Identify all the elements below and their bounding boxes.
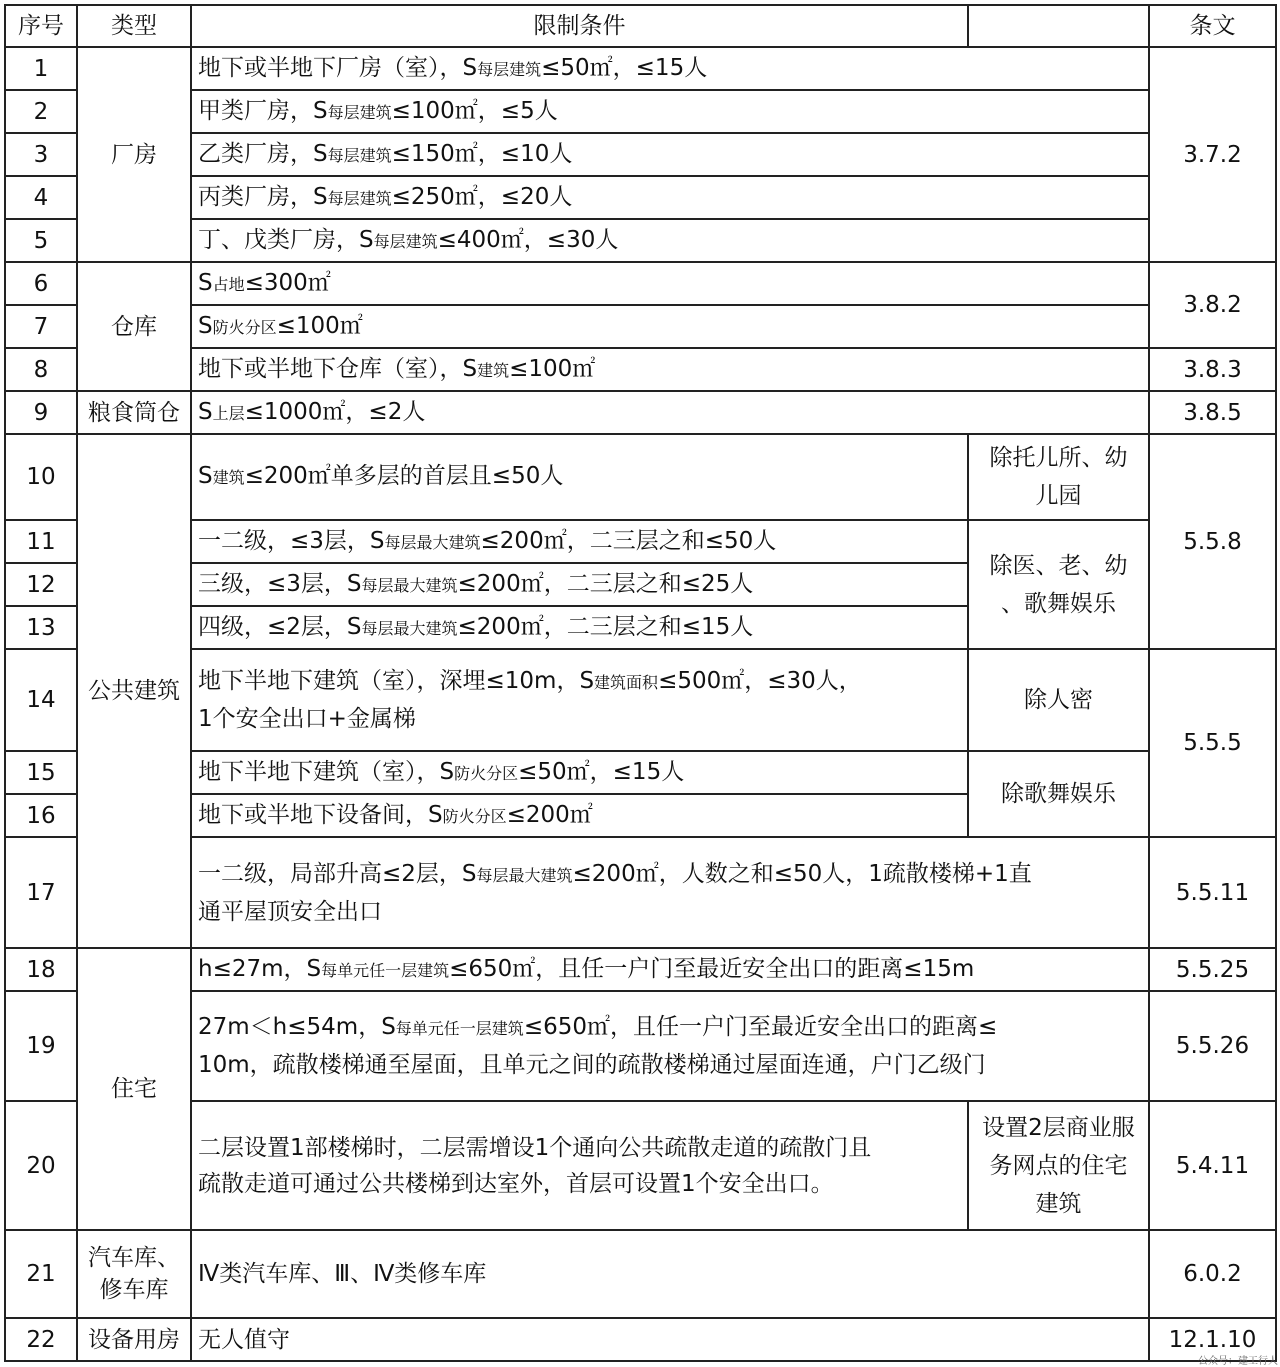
condition-text: 地下或半地下设备间，S — [198, 801, 443, 828]
exception-text: 、歌舞娱乐 — [1001, 590, 1116, 617]
condition-text: ≤300㎡ — [244, 269, 331, 296]
row-number: 9 — [5, 391, 77, 434]
table-row — [5, 348, 1276, 391]
condition-text: ≤1000㎡，≤2人 — [244, 398, 426, 425]
row-number: 3 — [5, 133, 77, 176]
condition-cell: 无人值守 — [191, 1318, 1149, 1361]
condition-subscript: 建筑 — [477, 360, 510, 380]
row-number: 4 — [5, 176, 77, 219]
exception-cell — [968, 1101, 1149, 1230]
type-cell — [77, 1230, 191, 1318]
condition-subscript: 每层建筑 — [327, 188, 392, 208]
condition-text: ≤650㎡，且任一户门至最近安全出口的距离≤15m — [449, 955, 975, 982]
condition-text: 丁、戊类厂房，S — [198, 226, 374, 253]
condition-text: S — [198, 398, 213, 425]
condition-cell — [191, 563, 968, 606]
row-number: 16 — [5, 794, 77, 837]
condition-text: 地下半地下建筑（室），深埋≤10m，S — [198, 668, 595, 694]
condition-cell — [191, 649, 968, 751]
condition-text: ≤100㎡ — [276, 312, 363, 339]
clause-cell: 5.5.26 — [1149, 991, 1276, 1101]
table-row — [5, 991, 1276, 1101]
exception-cell — [968, 434, 1149, 520]
clause-cell: 5.5.11 — [1149, 837, 1276, 948]
condition-text: 甲类厂房，S — [198, 97, 328, 124]
table-row — [5, 391, 1276, 434]
table-row — [5, 948, 1276, 991]
condition-text: S — [198, 312, 213, 339]
row-number: 14 — [5, 649, 77, 751]
row-number: 6 — [5, 262, 77, 305]
condition-text: 地下或半地下厂房（室），S — [198, 54, 478, 81]
row-number: 21 — [5, 1230, 77, 1318]
row-number: 22 — [5, 1318, 77, 1361]
condition-text: 三级，≤3层，S — [198, 570, 362, 597]
condition-text: S — [198, 269, 213, 296]
table-row — [5, 133, 1276, 176]
clause-cell: 12.1.10 — [1149, 1318, 1276, 1361]
condition-cell — [191, 391, 1149, 434]
condition-text: 10m，疏散楼梯通至屋面，且单元之间的疏散楼梯通过屋面连通，户门乙级门 — [198, 1052, 986, 1078]
type-cell: 住宅 — [77, 948, 191, 1230]
row-number: 15 — [5, 751, 77, 794]
clause-cell: 3.8.2 — [1149, 262, 1276, 348]
condition-cell — [191, 90, 1149, 133]
type-text: 修车库 — [99, 1277, 169, 1303]
fire-exit-table — [4, 4, 1277, 1362]
condition-text: 四级，≤2层，S — [198, 613, 362, 640]
row-number: 8 — [5, 348, 77, 391]
condition-text: ≤150㎡，≤10人 — [391, 140, 573, 167]
table-row — [5, 47, 1276, 90]
table-row — [5, 219, 1276, 262]
table-row — [5, 751, 1276, 794]
condition-text: ≤200㎡，人数之和≤50人，1疏散楼梯+1直 — [572, 860, 1032, 887]
exception-text: 儿园 — [1035, 483, 1082, 509]
condition-subscript: 占地 — [212, 274, 245, 294]
type-cell: 公共建筑 — [77, 434, 191, 948]
type-cell: 厂房 — [77, 47, 191, 262]
clause-cell: 5.5.5 — [1149, 649, 1276, 837]
condition-text: ≤50㎡，≤15人 — [518, 758, 685, 785]
condition-text: ≤200㎡单多层的首层且≤50人 — [244, 463, 564, 489]
row-number: 5 — [5, 219, 77, 262]
clause-cell: 5.5.25 — [1149, 948, 1276, 991]
type-cell: 设备用房 — [77, 1318, 191, 1361]
condition-cell — [191, 262, 1149, 305]
condition-text: ≤100㎡，≤5人 — [391, 97, 558, 124]
condition-subscript: 每层最大建筑 — [361, 575, 458, 595]
condition-text: 一二级，局部升高≤2层，S — [198, 860, 477, 887]
condition-text: 乙类厂房，S — [198, 140, 328, 167]
type-cell: 仓库 — [77, 262, 191, 391]
condition-subscript: 建筑面积 — [594, 673, 659, 692]
condition-cell — [191, 948, 1149, 991]
row-number: 17 — [5, 837, 77, 948]
condition-text: S — [198, 463, 213, 489]
condition-cell — [191, 47, 1149, 90]
condition-text: ≤100㎡ — [509, 355, 596, 382]
header-extra — [968, 5, 1149, 47]
exception-cell: 除歌舞娱乐 — [968, 751, 1149, 837]
condition-text: h≤27m，S — [198, 955, 322, 982]
condition-subscript: 每层建筑 — [327, 145, 392, 165]
type-text: 汽车库、 — [88, 1245, 180, 1271]
exception-text: 务网点的住宅 — [989, 1152, 1128, 1179]
condition-subscript: 每单元任一层建筑 — [321, 960, 450, 980]
table-row — [5, 649, 1276, 751]
table-row — [5, 1101, 1276, 1230]
condition-cell — [191, 176, 1149, 219]
table-row — [5, 837, 1276, 948]
row-number: 18 — [5, 948, 77, 991]
condition-subscript: 每单元任一层建筑 — [395, 1019, 524, 1038]
condition-cell — [191, 520, 968, 563]
condition-text: ≤200㎡，二三层之和≤25人 — [457, 570, 754, 597]
condition-subscript: 每层建筑 — [373, 231, 438, 251]
table-row — [5, 176, 1276, 219]
condition-cell — [191, 751, 968, 794]
clause-cell: 3.7.2 — [1149, 47, 1276, 262]
condition-text: ≤500㎡，≤30人， — [658, 668, 862, 694]
exception-cell: 除人密 — [968, 649, 1149, 751]
row-number: 2 — [5, 90, 77, 133]
table-row — [5, 434, 1276, 520]
condition-text: 27m＜h≤54m，S — [198, 1014, 396, 1040]
condition-cell — [191, 794, 968, 837]
table-row — [5, 520, 1276, 563]
condition-cell — [191, 837, 1149, 948]
watermark: 公众号：建工行人 — [1198, 1356, 1278, 1367]
condition-cell — [191, 348, 1149, 391]
condition-subscript: 防火分区 — [454, 763, 519, 783]
condition-cell — [191, 434, 968, 520]
condition-cell — [191, 991, 1149, 1101]
condition-text: 地下或半地下仓库（室），S — [198, 355, 478, 382]
row-number: 10 — [5, 434, 77, 520]
header-row — [5, 5, 1276, 47]
condition-cell — [191, 305, 1149, 348]
table-row — [5, 90, 1276, 133]
condition-text: 丙类厂房，S — [198, 183, 328, 210]
clause-cell: 3.8.3 — [1149, 348, 1276, 391]
clause-cell: 3.8.5 — [1149, 391, 1276, 434]
condition-subscript: 每层最大建筑 — [361, 618, 458, 638]
condition-cell — [191, 219, 1149, 262]
condition-cell — [191, 606, 968, 649]
condition-subscript: 每层最大建筑 — [476, 865, 573, 885]
clause-cell: 5.4.11 — [1149, 1101, 1276, 1230]
row-number: 12 — [5, 563, 77, 606]
table-row — [5, 1230, 1276, 1318]
condition-subscript: 每层建筑 — [477, 59, 542, 79]
exception-text: 设置2层商业服 — [982, 1114, 1135, 1141]
condition-subscript: 上层 — [212, 403, 245, 423]
condition-subscript: 防火分区 — [442, 806, 507, 826]
header-condition: 限制条件 — [191, 5, 968, 47]
exception-text: 除医、老、幼 — [989, 552, 1128, 579]
row-number: 11 — [5, 520, 77, 563]
exception-text: 建筑 — [1035, 1190, 1082, 1217]
condition-text: ≤200㎡，二三层之和≤50人 — [480, 527, 777, 554]
condition-cell: Ⅳ类汽车库、Ⅲ、Ⅳ类修车库 — [191, 1230, 1149, 1318]
condition-cell — [191, 133, 1149, 176]
table-row — [5, 1318, 1276, 1361]
type-cell: 粮食筒仓 — [77, 391, 191, 434]
table-row — [5, 305, 1276, 348]
exception-cell — [968, 520, 1149, 649]
header-clause: 条文 — [1149, 5, 1276, 47]
condition-subscript: 防火分区 — [212, 317, 277, 337]
exception-text: 除托儿所、幼 — [989, 445, 1128, 471]
condition-text: ≤50㎡，≤15人 — [541, 54, 708, 81]
condition-cell — [191, 1101, 968, 1230]
condition-text: ≤200㎡，二三层之和≤15人 — [457, 613, 754, 640]
clause-cell: 6.0.2 — [1149, 1230, 1276, 1318]
condition-subscript: 建筑 — [212, 468, 245, 487]
header-type: 类型 — [77, 5, 191, 47]
condition-subscript: 每层最大建筑 — [384, 532, 481, 552]
table-row — [5, 262, 1276, 305]
condition-text: ≤650㎡，且任一户门至最近安全出口的距离≤ — [523, 1014, 998, 1040]
condition-text: ≤250㎡，≤20人 — [391, 183, 573, 210]
row-number: 19 — [5, 991, 77, 1101]
condition-text: ≤200㎡ — [506, 801, 593, 828]
condition-text: 二层设置1部楼梯时，二层需增设1个通向公共疏散走道的疏散门且 — [198, 1134, 872, 1161]
condition-text: 1个安全出口+金属梯 — [198, 706, 416, 732]
header-no: 序号 — [5, 5, 77, 47]
clause-cell: 5.5.8 — [1149, 434, 1276, 649]
condition-text: 通平屋顶安全出口 — [198, 898, 382, 925]
row-number: 20 — [5, 1101, 77, 1230]
row-number: 1 — [5, 47, 77, 90]
row-number: 13 — [5, 606, 77, 649]
condition-text: 一二级，≤3层，S — [198, 527, 385, 554]
condition-text: 地下半地下建筑（室），S — [198, 758, 455, 785]
row-number: 7 — [5, 305, 77, 348]
condition-text: 疏散走道可通过公共楼梯到达室外，首层可设置1个安全出口。 — [198, 1170, 834, 1197]
condition-text: ≤400㎡，≤30人 — [437, 226, 619, 253]
condition-subscript: 每层建筑 — [327, 102, 392, 122]
